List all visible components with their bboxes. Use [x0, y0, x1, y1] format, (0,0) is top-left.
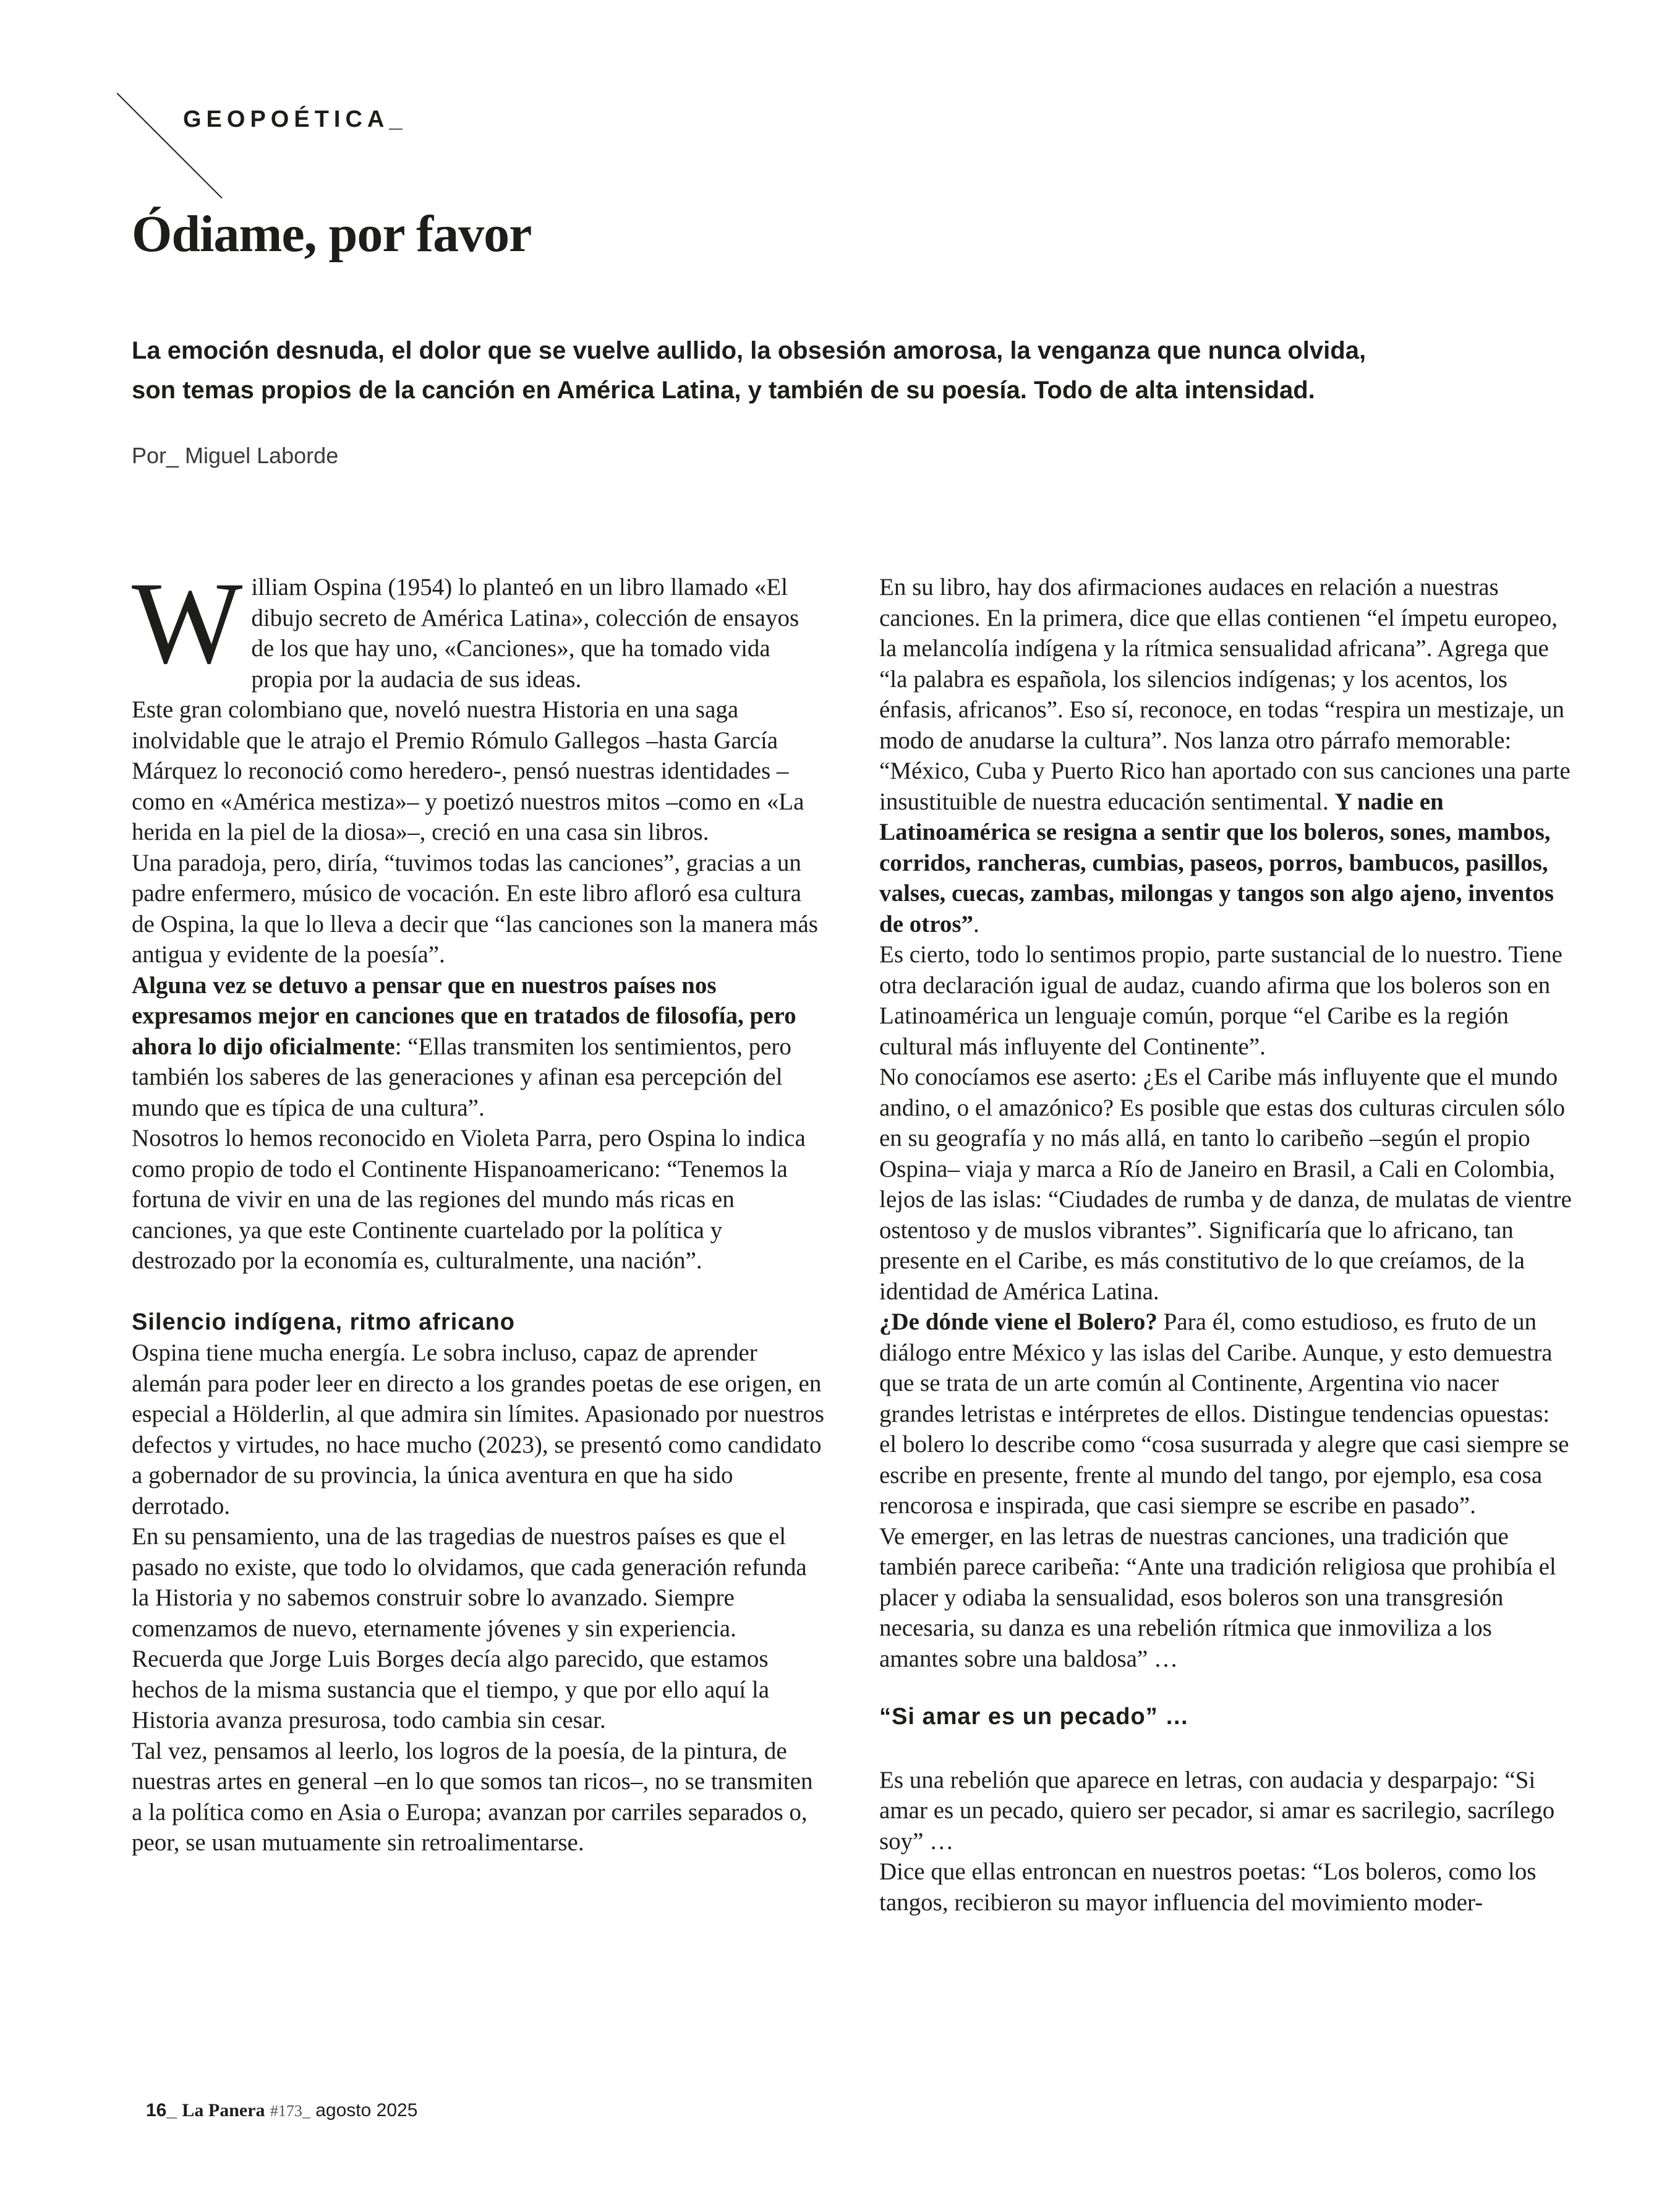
magazine-name: La Panera	[182, 2100, 265, 2121]
paragraph: No conocíamos ese aserto: ¿Es el Caribe más influyente que el mundo andino, o el amazónico? Es posible que estas dos culturas circulen sólo en su geografía y no más allá, en tanto lo caribeño –según el propio Ospina– viaja y marca a Río de Janeiro en Brasil, a Cali en Colombia, lejos de las islas: “Ciudades de rumba y de danza, de mulatas de vientre ostentoso y de muslos vibrantes”. Significaría que lo africano, tan presente en el Caribe, es más constitutivo de lo que creíamos, de la identidad de América Latina.	[879, 1064, 1572, 1305]
paragraph: ¿De dónde viene el Bolero? Para él, como estudioso, es fruto de un diálogo entre México y las islas del Caribe. Aunque, y esto demuestra que se trata de un arte común al Continente, Argentina vio nacer grandes letristas e intérpretes de ellos. Distingue tendencias opuestas: el bolero lo describe como “cosa susurrada y alegre que casi siempre se escribe en presente, frente al mundo del tango, por ejemplo, esa cosa rencorosa e inspirada, que casi siempre se escribe en pasado”.	[879, 1309, 1569, 1519]
paragraph: Este gran colombiano que, noveló nuestra Historia en una saga inolvidable que le atrajo el Premio Rómulo Gallegos –hasta García Márquez lo reconoció como heredero-, pensó nuestras identidades –como en «América mestiza»– y poetizó nuestros mitos –como en «La herida en la piel de la diosa»–, creció en una casa sin libros.	[132, 696, 804, 845]
page-number: 16_	[146, 2100, 177, 2121]
paragraph: En su pensamiento, una de las tragedias de nuestros países es que el pasado no existe, que todo lo olvidamos, que cada generación refunda la Historia y no sabemos construir sobre lo avanzado. Siempre comenzamos de nuevo, eternamente jóvenes y sin experiencia.	[132, 1523, 807, 1642]
emphasis: Alguna vez se detuvo a pensar que en nuestros países nos expresamos mejor en canciones que en tratados de filosofía, pero ahora lo dijo oficialmente	[132, 972, 796, 1060]
emphasis: Y nadie en Latinoamérica se resigna a sentir que los boleros, sones, mambos, corridos, rancheras, cumbias, paseos, porros, bambucos, pasillos, valses, cuecas, zambas, milongas y tangos son algo ajeno, inventos de otros”	[879, 788, 1554, 937]
drop-cap: W	[132, 558, 243, 688]
paragraph: Es una rebelión que aparece en letras, con audacia y desparpajo: “Si amar es un pecado, quiero ser pecador, si amar es sacrilegio, sacrílego soy” …	[879, 1766, 1555, 1855]
lead-line: son temas propios de la canción en América Latina, y también de su poesía. Todo de alta intensidad.	[132, 377, 1315, 404]
paragraph: Recuerda que Jorge Luis Borges decía algo parecido, que estamos hechos de la misma sustancia que el tiempo, y que por ello aquí la Historia avanza presurosa, todo cambia sin cesar.	[132, 1646, 770, 1733]
paragraph: Ospina tiene mucha energía. Le sobra incluso, capaz de aprender alemán para poder leer en directo a los grandes poetas de ese origen, en especial a Hölderlin, al que admira sin límites. Apasionado por nuestros defectos y virtudes, no hace mucho (2023), se presentó como candidato a gobernador de su provincia, la única aventura en que ha sido derrotado.	[132, 1339, 824, 1519]
paragraph: William Ospina (1954) lo planteó en un libro llamado «El dibujo secreto de América Latina», colección de ensayos de los que hay uno, «Canciones», que ha tomado vida propia por la audacia de sus ideas.	[132, 558, 799, 693]
paragraph: Es cierto, todo lo sentimos propio, parte sustancial de lo nuestro. Tiene otra declaración igual de audaz, cuando afirma que los boleros son en Latinoamérica un lenguaje común, porque “el Caribe es la región cultural más influyente del Continente”.	[879, 941, 1563, 1060]
section-tag: GEOPOÉTICA_	[183, 106, 407, 132]
paragraph: Dice que ellas entroncan en nuestros poetas: “Los boleros, como los tangos, recibieron su mayor influencia del movimiento moder-	[879, 1858, 1537, 1916]
page-footer	[146, 2100, 417, 2121]
paragraph: Una paradoja, pero, diría, “tuvimos todas las canciones”, gracias a un padre enfermero, músico de vocación. En este libro afloró esa cultura de Ospina, la que lo lleva a decir que “las canciones son la manera más antigua y evidente de la poesía”.	[132, 849, 818, 968]
byline: Por_ Miguel Laborde	[132, 443, 339, 468]
issue-number: #173_	[270, 2102, 310, 2120]
paragraph: Alguna vez se detuvo a pensar que en nuestros países nos expresamos mejor en canciones que en tratados de filosofía, pero ahora lo dijo oficialmente: “Ellas transmiten los sentimientos, pero también los saberes de las generaciones y afinan esa percepción del mundo que es típica de una cultura”.	[132, 972, 796, 1121]
lead-line: La emoción desnuda, el dolor que se vuelve aullido, la obsesión amorosa, la venganza que nunca olvida,	[132, 337, 1367, 364]
paragraph: Ve emerger, en las letras de nuestras canciones, una tradición que también parece caribeña: “Ante una tradición religiosa que prohibía el placer y odiaba la sensualidad, esos boleros son una transgresión necesaria, su danza es una rebelión rítmica que inmoviliza a los amantes sobre una baldosa” …	[879, 1523, 1556, 1672]
paragraph: Nosotros lo hemos reconocido en Violeta Parra, pero Ospina lo indica como propio de todo el Continente Hispanoamericano: “Tenemos la fortuna de vivir en una de las regiones del mundo más ricas en canciones, ya que este Continente cuartelado por la política y destrozado por la economía es, culturalmente, una nación”.	[132, 1125, 806, 1274]
right-column	[879, 572, 1572, 1918]
article-title: Ódiame, por favor	[132, 205, 532, 263]
left-column	[132, 558, 824, 1858]
subheading: “Si amar es un pecado” …	[879, 1704, 1190, 1730]
paragraph: En su libro, hay dos afirmaciones audaces en relación a nuestras canciones. En la primera, dice que ellas contienen “el ímpetu europeo, la melancolía indígena y la rítmica sensualidad africana”. Agrega que “la palabra es española, los silencios indígenas; y los acentos, los énfasis, africanos”. Eso sí, reconoce, en todas “respira un mestizaje, un modo de anudarse la cultura”. Nos lanza otro párrafo memorable: “México, Cuba y Puerto Rico han aportado con sus canciones una parte insustituible de nuestra educación sentimental. Y nadie en Latinoamérica se resigna a sentir que los boleros, sones, mambos, corridos, rancheras, cumbias, paseos, porros, bambucos, pasillos, valses, cuecas, zambas, milongas y tangos son algo ajeno, inventos de otros”.	[879, 574, 1571, 937]
article-lead	[132, 331, 1572, 410]
emphasis: ¿De dónde viene el Bolero?	[879, 1309, 1158, 1335]
paragraph: Tal vez, pensamos al leerlo, los logros de la poesía, de la pintura, de nuestras artes en general –en lo que somos tan ricos–, no se transmiten a la política como en Asia o Europa; avanzan por carriles separados o, peor, se usan mutuamente sin retroalimentarse.	[132, 1737, 813, 1856]
issue-date: agosto 2025	[315, 2100, 418, 2121]
subheading: Silencio indígena, ritmo africano	[132, 1309, 515, 1335]
